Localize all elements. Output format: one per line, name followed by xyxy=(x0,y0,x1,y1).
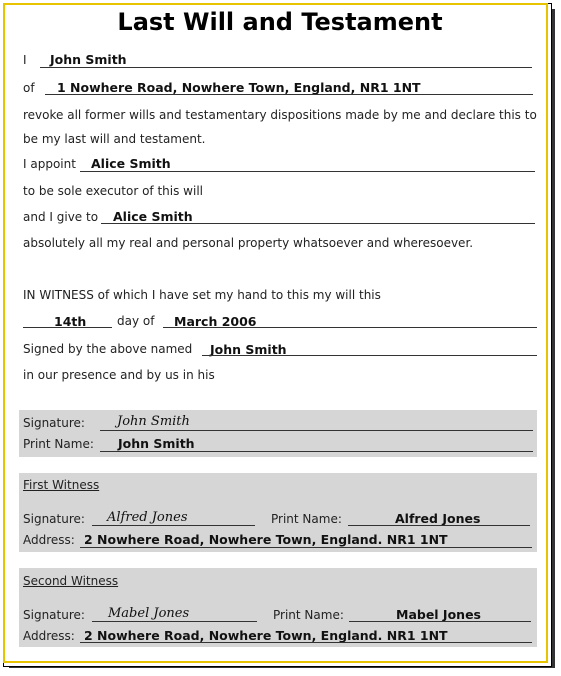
first-witness-print-label: Print Name: xyxy=(271,512,342,526)
label-i: I xyxy=(23,53,27,67)
testator-signature-panel xyxy=(19,410,537,457)
first-witness-signature-label: Signature: xyxy=(23,512,85,526)
testator-print-name-line xyxy=(100,451,533,452)
first-witness-address-field[interactable]: 2 Nowhere Road, Nowhere Town, England. NR1 1NT xyxy=(84,532,448,547)
second-witness-print-name-field[interactable]: Mabel Jones xyxy=(396,607,481,622)
testator-signature-label: Signature: xyxy=(23,416,85,430)
revoke-text-1: revoke all former wills and testamentary dispositions made by me and declare this to xyxy=(23,108,537,122)
second-witness-address-line xyxy=(80,642,532,643)
testator-address-line xyxy=(45,94,533,95)
testator-print-name-field[interactable]: John Smith xyxy=(118,436,195,451)
day-line xyxy=(23,327,112,328)
first-witness-address-line xyxy=(80,547,532,548)
testator-signature-line xyxy=(100,430,533,431)
first-witness-signature-line xyxy=(92,525,255,526)
page-frame xyxy=(3,3,548,663)
second-witness-address-field[interactable]: 2 Nowhere Road, Nowhere Town, England. NR1 1NT xyxy=(84,628,448,643)
testator-name-line xyxy=(40,67,532,68)
label-of: of xyxy=(23,81,35,95)
beneficiary-line xyxy=(101,223,535,224)
month-year-field[interactable]: March 2006 xyxy=(174,314,257,329)
document-title: Last Will and Testament xyxy=(117,8,443,36)
appoint-label: I appoint xyxy=(23,157,76,171)
beneficiary-field[interactable]: Alice Smith xyxy=(113,209,193,224)
testator-print-label: Print Name: xyxy=(23,437,94,451)
day-of-label: day of xyxy=(117,314,155,328)
give-label: and I give to xyxy=(23,210,99,224)
executor-line xyxy=(80,171,535,172)
day-field[interactable]: 14th xyxy=(54,314,87,329)
second-witness-signature[interactable]: Mabel Jones xyxy=(108,606,190,621)
executor-text: to be sole executor of this will xyxy=(23,184,203,198)
presence-text: in our presence and by us in his xyxy=(23,368,215,382)
second-witness-heading: Second Witness xyxy=(23,574,119,588)
first-witness-print-name-field[interactable]: Alfred Jones xyxy=(395,511,481,526)
first-witness-signature[interactable]: Alfred Jones xyxy=(107,510,188,525)
second-witness-print-label: Print Name: xyxy=(273,608,344,622)
first-witness-heading: First Witness xyxy=(23,478,100,492)
testator-address-field[interactable]: 1 Nowhere Road, Nowhere Town, England, NR1 1NT xyxy=(57,80,421,95)
witness-clause-text: IN WITNESS of which I have set my hand to this my will this xyxy=(23,288,381,302)
second-witness-signature-label: Signature: xyxy=(23,608,85,622)
first-witness-address-label: Address: xyxy=(23,533,75,547)
property-text: absolutely all my real and personal property whatsoever and wheresoever. xyxy=(23,236,474,250)
executor-field[interactable]: Alice Smith xyxy=(91,156,171,171)
first-witness-print-name-line xyxy=(348,525,530,526)
signed-by-name-field[interactable]: John Smith xyxy=(210,342,287,357)
testator-signature[interactable]: John Smith xyxy=(117,414,190,429)
second-witness-signature-line xyxy=(92,621,257,622)
second-witness-address-label: Address: xyxy=(23,629,75,643)
revoke-text-2: be my last will and testament. xyxy=(23,132,206,146)
signed-by-line xyxy=(202,355,537,356)
month-year-line xyxy=(163,327,537,328)
signed-by-label: Signed by the above named xyxy=(23,342,193,356)
testator-name-field[interactable]: John Smith xyxy=(50,52,127,67)
second-witness-print-name-line xyxy=(349,621,531,622)
